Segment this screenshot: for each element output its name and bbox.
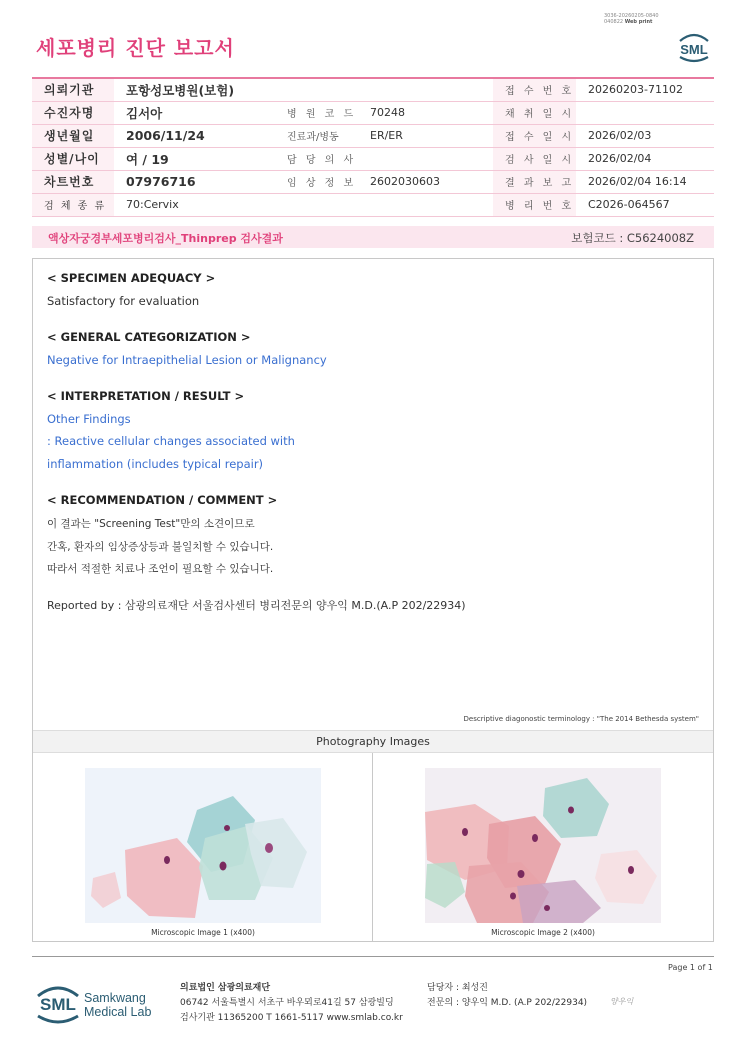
info-label: 병 원 코 드 xyxy=(275,101,358,124)
info-value xyxy=(576,101,714,124)
specimen-adequacy-heading: < SPECIMEN ADEQUACY > xyxy=(47,271,216,285)
info-value: ER/ER xyxy=(358,124,493,147)
info-value: 2602030603 xyxy=(358,170,493,193)
info-value: 70:Cervix xyxy=(114,193,493,216)
interpretation-line-2: : Reactive cellular changes associated with xyxy=(47,434,295,448)
info-row xyxy=(32,170,714,193)
staff-specialist: 전문의 : 양우익 M.D. (A.P 202/22934) xyxy=(427,998,588,1008)
result-box xyxy=(32,258,714,942)
info-label: 검 체 종 류 xyxy=(32,193,114,216)
info-value: 2026/02/04 xyxy=(576,147,714,170)
info-value: 2026/02/04 16:14 xyxy=(576,170,714,193)
info-label: 접 수 일 시 xyxy=(493,124,576,147)
exam-name: 액상자궁경부세포병리검사_Thinprep 검사결과 xyxy=(48,232,283,245)
info-label: 병 리 번 호 xyxy=(493,193,576,216)
sml-logo-text: SML xyxy=(680,42,708,57)
page-number: Page 1 of 1 xyxy=(668,963,713,972)
document-code-number: 040822 xyxy=(604,19,624,25)
samkwang-logo-mark: SML xyxy=(40,995,76,1014)
info-row xyxy=(32,78,714,101)
info-label: 진료과/병동 xyxy=(275,124,358,147)
info-label: 성별/나이 xyxy=(32,147,114,170)
web-print-label: Web print xyxy=(624,19,653,25)
info-value: 2006/11/24 xyxy=(114,124,275,147)
info-value: 여 / 19 xyxy=(114,147,275,170)
info-label: 접 수 번 호 xyxy=(493,78,576,101)
general-categorization-text: Negative for Intraepithelial Lesion or Malignancy xyxy=(47,353,327,367)
staff-info xyxy=(427,981,587,1011)
samkwang-logo-line2: Medical Lab xyxy=(84,1005,152,1019)
info-value: 07976716 xyxy=(114,170,275,193)
info-label: 임 상 정 보 xyxy=(275,170,358,193)
report-title: 세포병리 진단 보고서 xyxy=(36,36,235,60)
info-label: 생년월일 xyxy=(32,124,114,147)
info-value: 포항성모병원(보험) xyxy=(114,78,493,101)
info-value: 김서아 xyxy=(114,101,275,124)
interpretation-heading: < INTERPRETATION / RESULT > xyxy=(47,389,245,403)
info-row xyxy=(32,124,714,147)
foundation-info xyxy=(180,981,403,1026)
interpretation-line-3: inflammation (includes typical repair) xyxy=(47,457,264,471)
exam-title-bar xyxy=(32,226,714,248)
microscopic-image-2 xyxy=(425,768,661,923)
foundation-name: 의료법인 삼광의료재단 xyxy=(180,983,271,993)
pathologist-signature: 양우익 xyxy=(610,997,634,1006)
info-value: 2026/02/03 xyxy=(576,124,714,147)
info-value: 20260203-71102 xyxy=(576,78,714,101)
specimen-adequacy-text: Satisfactory for evaluation xyxy=(47,294,200,308)
info-label: 검 사 일 시 xyxy=(493,147,576,170)
info-row xyxy=(32,147,714,170)
general-categorization-heading: < GENERAL CATEGORIZATION > xyxy=(47,330,251,344)
info-row xyxy=(32,101,714,124)
sml-logo xyxy=(674,27,714,63)
reported-by: Reported by : 삼광의료재단 서울검사센터 병리전문의 양우익 M.D.(A.P 202/22934) xyxy=(47,599,466,612)
info-row xyxy=(32,193,714,216)
photography-images-header: Photography Images xyxy=(33,730,713,753)
info-label: 차트번호 xyxy=(32,170,114,193)
terminology-note: Descriptive diagonostic terminology : "The 2014 Bethesda system" xyxy=(463,715,699,723)
insurance-code: 보험코드 : C5624008Z xyxy=(571,231,694,245)
info-label: 결 과 보 고 xyxy=(493,170,576,193)
info-label: 담 당 의 사 xyxy=(275,147,358,170)
microscopic-image-2-caption: Microscopic Image 2 (x400) xyxy=(491,928,595,937)
info-label: 수진자명 xyxy=(32,101,114,124)
foundation-contact: 검사기관 11365200 T 1661-5117 www.smlab.co.kr xyxy=(180,1013,403,1023)
footer-divider xyxy=(32,956,714,957)
staff-in-charge: 담당자 : 최성진 xyxy=(427,983,488,993)
info-value: 70248 xyxy=(358,101,493,124)
samkwang-logo xyxy=(36,980,176,1026)
interpretation-line-1: Other Findings xyxy=(47,412,131,426)
microscopic-image-1 xyxy=(85,768,321,923)
document-code-line1: 3036-20260205-0840 xyxy=(604,13,659,19)
recommendation-line-3: 따라서 적절한 치료나 조언이 필요할 수 있습니다. xyxy=(47,563,274,575)
info-label: 의뢰기관 xyxy=(32,78,114,101)
recommendation-heading: < RECOMMENDATION / COMMENT > xyxy=(47,493,278,507)
patient-info-table xyxy=(32,77,714,217)
microscopic-image-1-caption: Microscopic Image 1 (x400) xyxy=(151,928,255,937)
info-label: 채 취 일 시 xyxy=(493,101,576,124)
document-code xyxy=(604,13,659,25)
recommendation-line-2: 간혹, 환자의 임상증상등과 불일치할 수 있습니다. xyxy=(47,541,274,553)
foundation-address: 06742 서울특별시 서초구 바우뫼로41길 57 삼광빌딩 xyxy=(180,998,394,1008)
info-value: C2026-064567 xyxy=(576,193,714,216)
samkwang-logo-line1: Samkwang xyxy=(84,991,146,1005)
recommendation-line-1: 이 결과는 "Screening Test"만의 소견이므로 xyxy=(47,518,255,530)
image-divider xyxy=(372,753,373,942)
info-value xyxy=(358,147,493,170)
